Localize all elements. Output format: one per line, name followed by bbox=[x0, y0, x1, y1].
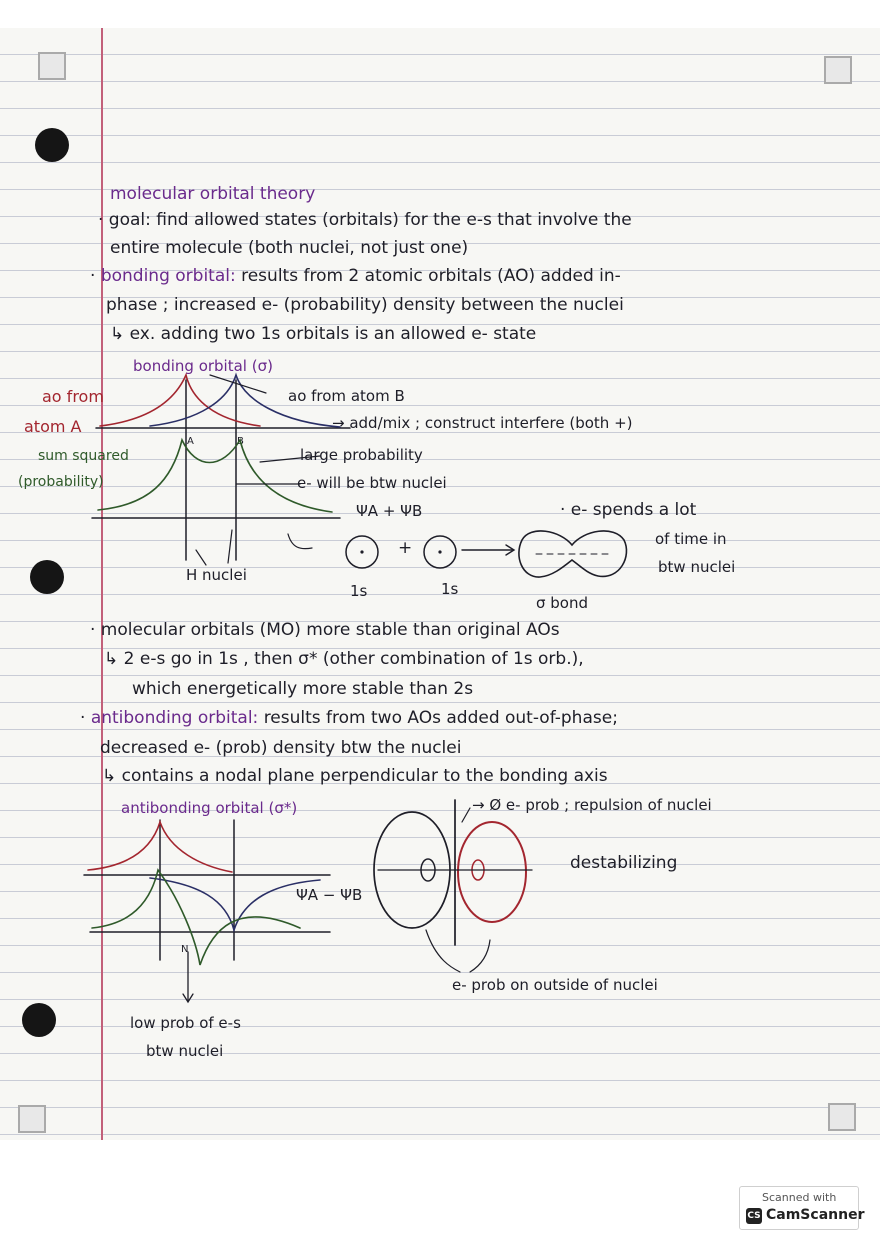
ao-from-a-label-2: atom A bbox=[24, 417, 82, 436]
antibonding-diff-curve bbox=[92, 870, 300, 965]
nucleus-b-label: B bbox=[237, 436, 244, 447]
bonding-term: bonding orbital: bbox=[100, 266, 236, 286]
outside-nuclei-label: e- prob on outside of nuclei bbox=[452, 976, 658, 994]
large-probability-label: large probability bbox=[300, 446, 423, 464]
section-title: molecular orbital theory bbox=[110, 184, 316, 204]
antibonding-lobe-b bbox=[458, 822, 526, 922]
antibonding-bullet: · antibonding orbital: results from two AOs added out-of-phase; bbox=[80, 708, 618, 728]
goal-line-2: entire molecule (both nuclei, not just one) bbox=[110, 238, 469, 258]
mo-line-3: which energetically more stable than 2s bbox=[132, 679, 474, 699]
psi-diff-label: ΨA − ΨB bbox=[296, 886, 363, 904]
low-prob-label-2: btw nuclei bbox=[146, 1042, 224, 1060]
node-label: N bbox=[181, 944, 189, 955]
mo-line-2: ↳ 2 e-s go in 1s , then σ* (other combination of 1s orb.), bbox=[104, 649, 584, 669]
ao-from-b-label: ao from atom B bbox=[288, 387, 405, 405]
orbital-1s-b-label: 1s bbox=[441, 580, 459, 598]
spends-label-1: · e- spends a lot bbox=[560, 500, 697, 520]
bonding-definition-2: phase ; increased e- (probability) density between the nuclei bbox=[106, 295, 624, 315]
add-mix-label: → add/mix ; construct interfere (both +) bbox=[332, 414, 633, 432]
mo-line-1: · molecular orbitals (MO) more stable than original AOs bbox=[90, 620, 560, 640]
orbital-1s-a-label: 1s bbox=[350, 582, 368, 600]
antibonding-definition-1: results from two AOs added out-of-phase; bbox=[263, 708, 618, 728]
camscanner-logo-icon: CS bbox=[746, 1208, 762, 1224]
camscanner-text: CamScanner bbox=[766, 1207, 865, 1223]
camscanner-badge bbox=[739, 1186, 865, 1230]
scanned-with-text: Scanned with bbox=[762, 1191, 837, 1204]
antibonding-ao-b-curve bbox=[150, 878, 320, 930]
antibonding-term: antibonding orbital: bbox=[90, 708, 259, 728]
btw-nuclei-label: e- will be btw nuclei bbox=[297, 474, 447, 492]
h-nuclei-label: H nuclei bbox=[186, 566, 247, 584]
zero-prob-pointer bbox=[462, 808, 470, 822]
low-prob-label-1: low prob of e-s bbox=[130, 1014, 241, 1032]
bonding-definition-1: results from 2 atomic orbitals (AO) added in- bbox=[241, 266, 621, 286]
spends-label-3: btw nuclei bbox=[658, 558, 736, 576]
sum-squared-label-2: (probability) bbox=[18, 474, 104, 490]
outside-nuclei-pointers bbox=[426, 930, 490, 972]
spends-label-2: of time in bbox=[655, 530, 727, 548]
psi-sum-label: ΨA + ΨB bbox=[356, 502, 423, 520]
ao-from-a-label-1: ao from bbox=[42, 387, 104, 406]
sum-squared-label-1: sum squared bbox=[38, 448, 129, 464]
goal-line-1: · goal: find allowed states (orbitals) for the e-s that involve the bbox=[98, 210, 632, 230]
bonding-bullet: · bonding orbital: results from 2 atomic orbitals (AO) added in- bbox=[90, 266, 621, 286]
nucleus-a-label: A bbox=[187, 436, 194, 447]
antibonding-definition-3: ↳ contains a nodal plane perpendicular to the bonding axis bbox=[102, 766, 608, 786]
bonding-diagram-title: bonding orbital (σ) bbox=[133, 357, 273, 375]
zero-prob-label: → Ø e- prob ; repulsion of nuclei bbox=[472, 796, 712, 814]
bonding-example: ↳ ex. adding two 1s orbitals is an allowed e- state bbox=[110, 324, 537, 344]
plus-sign: + bbox=[398, 538, 413, 558]
antibonding-diagram-title: antibonding orbital (σ*) bbox=[121, 799, 298, 817]
sigma-bond-label: σ bond bbox=[536, 594, 589, 612]
destabilizing-label: destabilizing bbox=[570, 853, 678, 873]
antibonding-definition-2: decreased e- (prob) density btw the nuclei bbox=[100, 738, 462, 758]
